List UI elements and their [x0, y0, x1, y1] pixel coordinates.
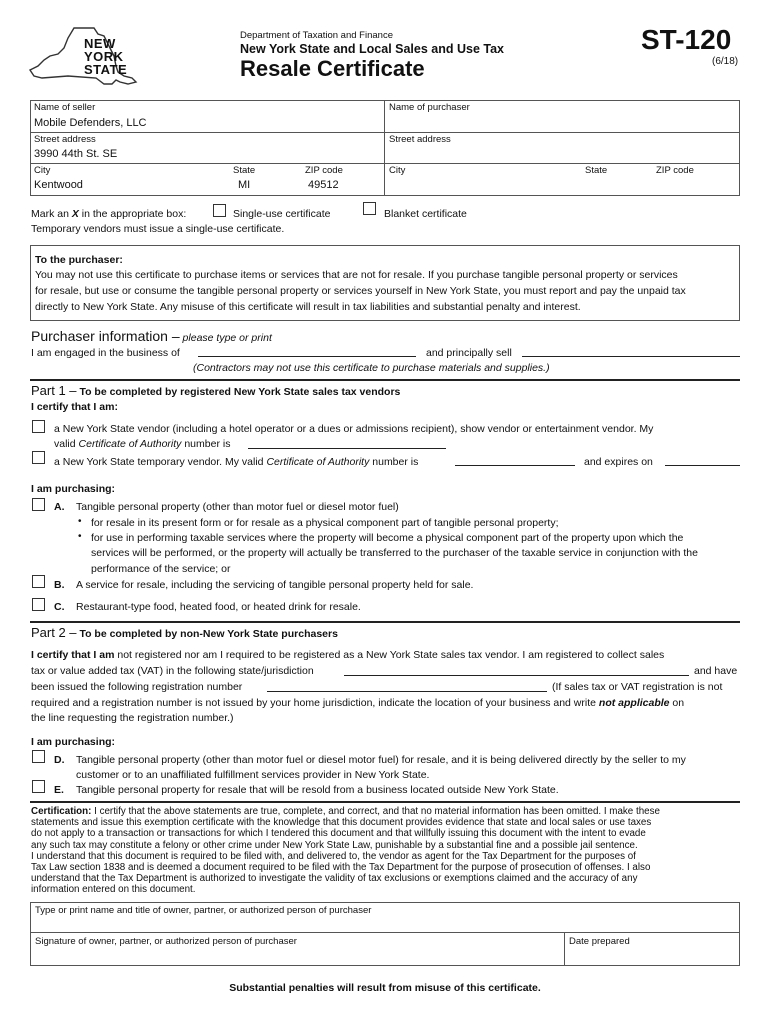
logo-line-3: STATE: [84, 62, 128, 77]
purchaser-name-label: Name of purchaser: [389, 102, 470, 113]
option-d-line-1: Tangible personal property (other than motor fuel or diesel motor fuel) for resale, and it is being delivered directly by the seller to my: [76, 754, 686, 766]
option-d-letter: D.: [54, 754, 65, 766]
business-type-field[interactable]: [198, 356, 416, 357]
part2-note: To be completed by non-New York State purchasers: [76, 628, 338, 640]
seller-state-label: State: [233, 165, 256, 176]
blanket-label: Blanket certificate: [384, 208, 467, 220]
single-use-checkbox[interactable]: [213, 204, 226, 217]
option-a-bullet-1-text: for resale in its present form or for resale as a physical component part of tangible personal property;: [91, 517, 559, 529]
part1-purchasing: I am purchasing:: [31, 483, 116, 495]
mark-instruction: [31, 208, 186, 220]
date-prepared-field[interactable]: [568, 947, 736, 963]
printed-name-label: Type or print name and title of owner, partner, or authorized person of purchaser: [35, 905, 372, 916]
notice-line-2: for resale, but use or consume the tangible personal property or services yourself in New York State, you must report and pay the unpaid tax: [35, 285, 686, 297]
option-e-letter: E.: [54, 784, 64, 796]
part2-purchasing: I am purchasing:: [31, 736, 116, 748]
part1-certify: I certify that I am:: [31, 401, 118, 413]
option-b-letter: B.: [54, 579, 65, 591]
part2-cert-line-4: [31, 697, 684, 709]
seller-name-label: Name of seller: [34, 102, 96, 113]
registration-number-field[interactable]: [267, 691, 547, 692]
part2-cert-line-5: the line requesting the registration number.): [31, 712, 234, 724]
certification-line-5: I understand that this document is required to be filed with, and delivered to, the vendor as agent for the Tax Department for the purposes of: [31, 850, 636, 862]
part1-note: To be completed by registered New York State sales tax vendors: [76, 386, 401, 398]
certification-text-1: I certify that the above statements are true, complete, and correct, and that no material information has been omitted. I make these: [91, 806, 660, 817]
purchaser-street-label: Street address: [389, 134, 451, 145]
part2-cert-bold: I certify that I am: [31, 649, 115, 661]
signature-label: Signature of owner, partner, or authorized person of purchaser: [35, 936, 297, 947]
expires-label: and expires on: [584, 456, 653, 468]
notice-heading: To the purchaser:: [35, 254, 123, 266]
certification-divider: [30, 801, 740, 803]
engaged-label: I am engaged in the business of: [31, 347, 180, 359]
option-c-text: Restaurant-type food, heated food, or heated drink for resale.: [76, 601, 361, 613]
principally-sell-field[interactable]: [522, 356, 740, 357]
part2-cert-line-2: tax or value added tax (VAT) in the following state/jurisdiction: [31, 665, 314, 677]
option-e-text: Tangible personal property for resale that will be resold from a business located outside New York State.: [76, 784, 559, 796]
part2-divider: [30, 621, 740, 623]
option-c-checkbox[interactable]: [32, 598, 45, 611]
certification-line-3: do not apply to a transaction or transactions for which I tendered this document and that willfully issuing this document with the intent to evade: [31, 828, 646, 840]
part2-heading: [31, 625, 338, 640]
temporary-vendor-note: Temporary vendors must issue a single-use certificate.: [31, 223, 285, 235]
notice-line-3: directly to New York State. Any misuse of this certificate will result in tax liabilities and substantial penalty and interest.: [35, 301, 581, 313]
certification-line-1: [31, 806, 743, 817]
form-number: ST-120: [641, 24, 732, 55]
purchaser-state-label: State: [585, 165, 608, 176]
temp-vendor-number-label: number is: [369, 456, 419, 468]
nys-vendor-valid: valid: [54, 438, 79, 450]
part2-cert-line-1: [31, 649, 664, 661]
certification-line-8: information entered on this document.: [31, 884, 196, 896]
nys-vendor-line-1: a New York State vendor (including a hotel operator or a dues or admissions recipient), show vendor or entertainment vendor. My: [54, 423, 654, 435]
purchaser-zip-label: ZIP code: [656, 165, 694, 176]
single-use-label: Single-use certificate: [233, 208, 331, 220]
temp-vendor-text: a New York State temporary vendor. My valid: [54, 456, 267, 468]
part1-title: Part 1 –: [31, 383, 77, 398]
part2-cert-text-1: not registered nor am I required to be registered as a New York State sales tax vendor. I am registered to collect sales: [114, 649, 665, 661]
option-a-bullet-2-line-3: performance of the service; or: [91, 563, 231, 575]
seller-city-label: City: [34, 165, 51, 176]
printed-name-field[interactable]: [34, 916, 736, 930]
jurisdiction-field[interactable]: [344, 675, 689, 676]
nys-vendor-number-label: number is: [181, 438, 231, 450]
purchaser-name-field[interactable]: [388, 114, 736, 130]
notice-line-1: You may not use this certificate to purchase items or services that are not for resale. If you purchase tangible personal property or services: [35, 269, 678, 281]
purchaser-info-heading: [31, 328, 272, 344]
purchaser-street-field[interactable]: [388, 146, 736, 162]
part2-cert-4a: required and a registration number is not issued by your home jurisdiction, indicate the location of your business and write: [31, 697, 599, 709]
expiration-date-field[interactable]: [665, 465, 740, 466]
principally-sell-label: and principally sell: [426, 347, 512, 359]
option-a-bullet-2-line-1: for use in performing taxable services where the property will become a physical component part of the property upon which the: [91, 532, 684, 544]
blanket-checkbox[interactable]: [363, 202, 376, 215]
purchaser-state-field[interactable]: [585, 177, 645, 193]
certification-line-7: understand that the Tax Department is authorized to investigate the validity of tax exclusions or exemptions claimed and the accuracy of any: [31, 873, 638, 885]
certification-line-2: statements and issue this exemption certificate with the knowledge that this document provides evidence that state and local sales or use taxes: [31, 817, 652, 829]
mark-x: X: [71, 208, 79, 220]
part2-and-have: and have: [694, 665, 738, 677]
part1-divider: [30, 379, 740, 381]
part2-if-sales-tax: (If sales tax or VAT registration is not: [552, 681, 723, 693]
seller-zip-label: ZIP code: [305, 165, 343, 176]
purchaser-zip-field[interactable]: [656, 177, 736, 193]
department-name: Department of Taxation and Finance: [240, 30, 393, 41]
form-subtitle: New York State and Local Sales and Use Tax: [240, 42, 504, 56]
part2-cert-4c: on: [669, 697, 685, 709]
logo-text: [84, 37, 127, 76]
signature-field[interactable]: [34, 947, 560, 963]
purchaser-city-field[interactable]: [388, 177, 578, 193]
part1-heading: [31, 383, 400, 398]
option-b-checkbox[interactable]: [32, 575, 45, 588]
purchaser-info-title: Purchaser information –: [31, 328, 180, 344]
seller-street-field[interactable]: 3990 44th St. SE: [34, 148, 118, 160]
part2-not-applicable: not applicable: [598, 697, 670, 709]
option-d-checkbox[interactable]: [32, 750, 45, 763]
logo-line-1: NEW: [84, 36, 116, 51]
temporary-vendor-checkbox[interactable]: [32, 451, 45, 464]
option-a-text: Tangible personal property (other than motor fuel or diesel motor fuel): [76, 501, 399, 513]
purchaser-city-label: City: [389, 165, 406, 176]
part2-title: Part 2 –: [31, 625, 77, 640]
purchaser-info-note: please type or print: [179, 332, 272, 344]
option-a-bullet-1: •: [78, 516, 82, 527]
nys-vendor-line-2: [54, 438, 230, 450]
seller-state-field[interactable]: MI: [238, 179, 251, 191]
certificate-of-authority-number-field[interactable]: [248, 448, 446, 449]
penalty-warning: Substantial penalties will result from misuse of this certificate.: [229, 982, 541, 994]
option-e-checkbox[interactable]: [32, 780, 45, 793]
option-a-bullet-2-line-2: services will be performed, or the property will actually be transferred to the purchaser of the taxable service in conjunction with the: [91, 547, 698, 559]
form-title: Resale Certificate: [240, 56, 425, 81]
option-a-letter: A.: [54, 501, 65, 513]
certification-line-6: Tax Law section 1838 and is deemed a document required to be filed with the Tax Department for the purpose of prosecution of offenses. I also: [31, 862, 651, 874]
seller-zip-field[interactable]: 49512: [308, 179, 339, 191]
nys-vendor-coa: Certificate of Authority: [78, 438, 182, 450]
certification-text: [31, 806, 743, 896]
temporary-coa-number-field[interactable]: [455, 465, 575, 466]
mark-prefix: Mark an: [31, 208, 72, 220]
option-a-bullet-2: •: [78, 531, 82, 542]
option-a-checkbox[interactable]: [32, 498, 45, 511]
seller-name-field[interactable]: Mobile Defenders, LLC: [34, 117, 147, 129]
seller-city-field[interactable]: Kentwood: [34, 179, 83, 191]
mark-suffix: in the appropriate box:: [78, 208, 187, 220]
part2-cert-line-3: been issued the following registration number: [31, 681, 243, 693]
logo-line-2: YORK: [84, 49, 124, 64]
temporary-vendor-line: [54, 456, 418, 468]
temp-vendor-coa: Certificate of Authority: [266, 456, 370, 468]
option-d-line-2: customer or to an unaffiliated fulfillment services provider in New York State.: [76, 769, 430, 781]
nys-vendor-checkbox[interactable]: [32, 420, 45, 433]
date-prepared-label: Date prepared: [569, 936, 630, 947]
option-c-letter: C.: [54, 601, 65, 613]
form-revision-date: (6/18): [712, 56, 739, 67]
contractors-note: (Contractors may not use this certificate to purchase materials and supplies.): [193, 362, 550, 374]
seller-street-label: Street address: [34, 134, 96, 145]
certification-line-4: any such tax may constitute a felony or other crime under New York State Law, punishable by a substantial fine and a possible jail sentence.: [31, 839, 638, 851]
option-b-text: A service for resale, including the servicing of tangible personal property held for sale.: [76, 579, 474, 591]
certification-label: Certification:: [31, 806, 92, 817]
